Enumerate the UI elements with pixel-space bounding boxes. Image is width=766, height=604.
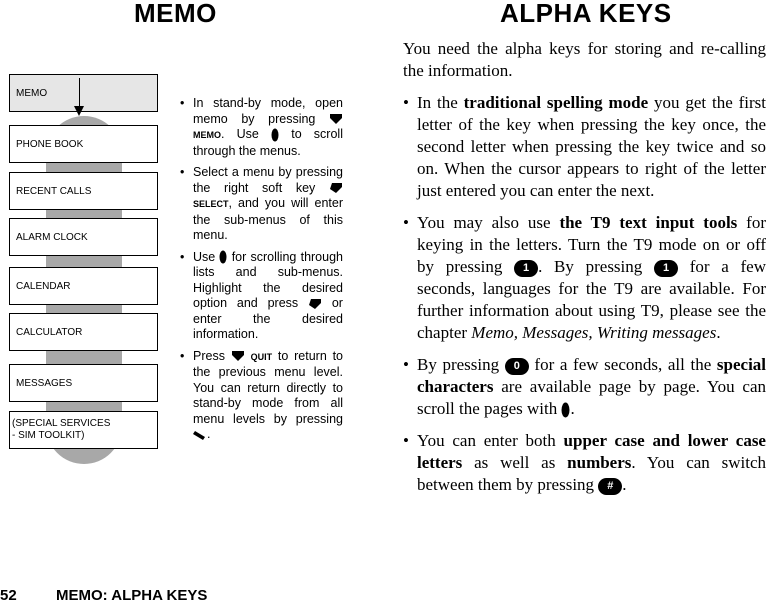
menu-item-messages [9,364,158,402]
menu-label: MEMO [16,87,48,99]
end-key-icon [193,429,207,441]
key-label: SELECT [193,199,229,209]
right-soft-key-icon [329,182,343,194]
paragraph-traditional [403,92,766,202]
key-0-icon: 0 [505,358,529,375]
key-1-icon: 1 [654,260,678,277]
menu-label: CALENDAR [16,280,71,292]
text: . [622,475,627,494]
paragraph-case [403,430,766,496]
alpha-keys-text [403,38,766,506]
bold-text: numbers [567,453,632,472]
text: In stand-by mode, open memo by pressing [193,96,343,126]
bold-text: upper case and lower case letters [417,431,766,472]
menu-label: MESSAGES [16,377,73,389]
key-label: QUIT [250,351,273,362]
paragraph-special [403,354,766,420]
bold-text: the T9 text input tools [559,213,738,232]
text: In the [417,93,464,112]
menu-label: RECENT CALLS [16,185,92,197]
text: By pressing [417,355,505,374]
text: to scroll through the menus. [193,127,343,158]
bold-text: special characters [417,355,766,396]
text: . [207,427,211,441]
menu-item-alarm-clock [9,218,158,256]
menu-label-line1: (SPECIAL SERVICES [12,418,111,429]
text: You may also use [417,213,560,232]
text: . You can switch between them by pressing [417,453,766,494]
menu-item-recent-calls [9,172,158,210]
right-page-title: ALPHA KEYS [500,0,672,28]
left-page-title: MEMO [134,0,217,28]
key-label: MEMO [193,130,221,140]
text: . Use [221,127,259,141]
intro-paragraph: You need the alpha keys for storing and re-calling the information. [403,39,766,80]
arrow-line [79,78,80,108]
text: or enter the desired information. [193,296,343,341]
scroll-key-icon [271,128,279,142]
italic-text: Memo, Messages, Writing messages [471,323,717,342]
instruction-item [178,349,343,443]
menu-label-line2: - SIM TOOLKIT) [12,430,85,441]
text: as well as [462,453,568,472]
text: for a few seconds, all the [528,355,717,374]
text: . [570,399,575,418]
text: Press [193,348,225,363]
left-soft-key-icon [329,113,343,125]
menu-label: ALARM CLOCK [16,231,88,243]
text: you get the first letter of the key when pressing the key once, the second letter when pressing the key twice and so on. When the cursor appears to right of the letter just entered you can enter the next. [417,93,766,200]
section-label: MEMO: ALPHA KEYS [56,587,208,604]
key-1-icon: 1 [514,260,538,277]
key-hash-icon: # [598,478,622,495]
instruction-item [178,96,343,159]
instruction-item [178,250,343,343]
menu-item-calculator [9,313,158,351]
text: You can enter both [417,431,564,450]
text: Use [193,249,216,264]
arrow-down-icon [74,106,84,116]
text: for scrolling through lists and sub-menus. Highlight the desired option and press [193,249,343,310]
instruction-item [178,165,343,244]
text: , and you will enter the sub-menus of this menu. [193,196,343,242]
paragraph-t9 [403,212,766,344]
page-number: 52 [0,587,17,604]
menu-item-phone-book [9,125,158,163]
text: Select a menu by pressing the right soft key [193,165,343,195]
left-soft-key-icon [231,350,245,362]
text: to return to the previous menu level. You can return directly to stand-by mode from all menu levels by pressing [193,348,343,426]
text: . By pressing [538,257,654,276]
menu-label: CALCULATOR [16,326,83,338]
text: for keying in the letters. Turn the T9 mode on or off by pressing [417,213,766,276]
bold-text: traditional spelling mode [463,93,649,112]
scroll-key-icon [219,250,227,264]
menu-label: PHONE BOOK [16,138,84,150]
right-soft-key-icon [308,298,322,310]
text: are available page by page. You can scroll the pages with [417,377,766,418]
menu-item-special-services [9,411,158,449]
text: for a few seconds, languages for the T9 are available. For further information about using T9, please see the chapter [417,257,766,342]
instruction-list [178,96,343,449]
menu-item-calendar [9,267,158,305]
text: . [716,323,721,342]
